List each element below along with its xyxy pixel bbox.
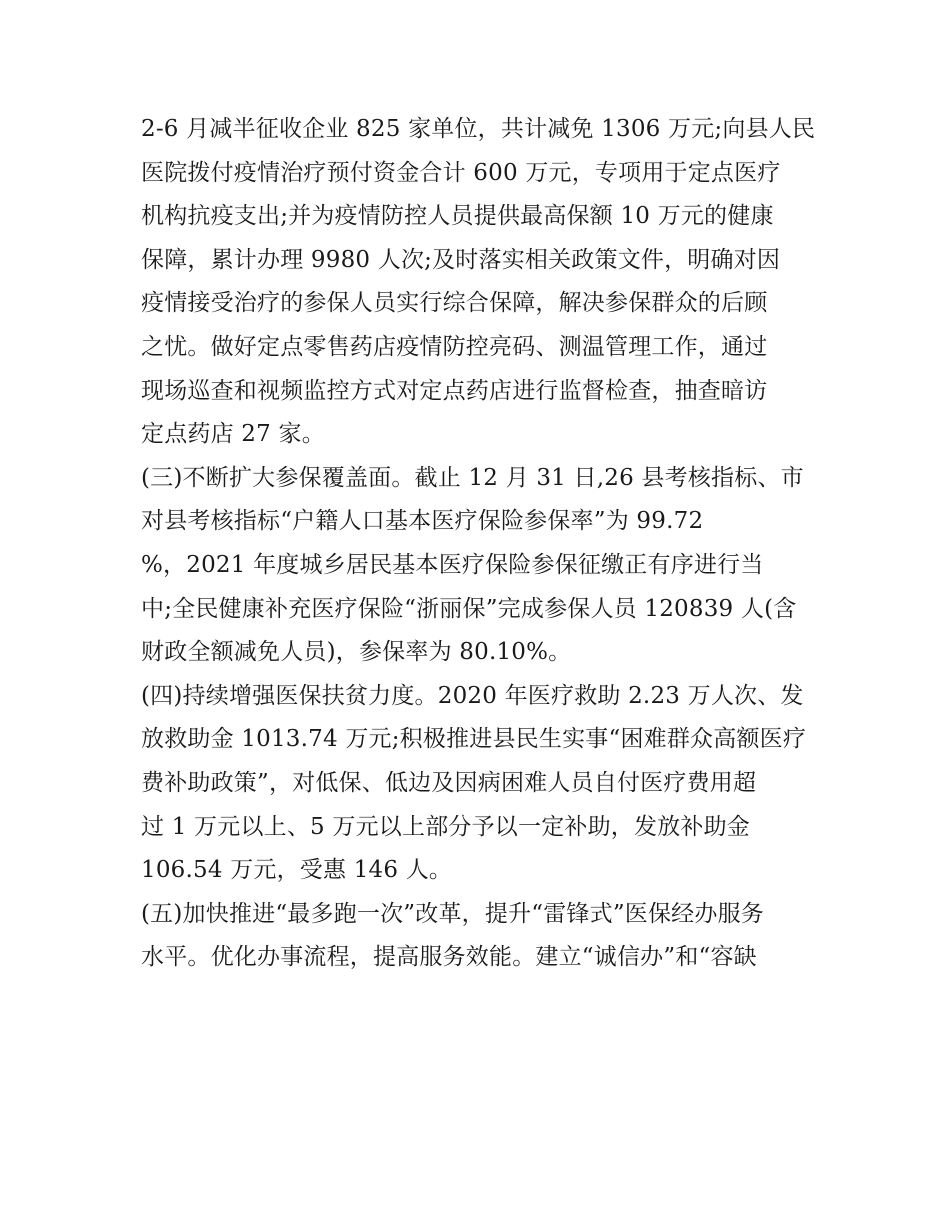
text-line: 放救助金 1013.74 万元;积极推进县民生实事“困难群众高额医疗 <box>141 726 807 753</box>
text-line: 过 1 万元以上、5 万元以上部分予以一定补助，发放补助金 <box>141 813 750 840</box>
text-line: 财政全额减免人员)，参保率为 80.10%。 <box>141 639 572 666</box>
section-heading-line: (五)加快推进“最多跑一次”改革，提升“雷锋式”医保经办服务 <box>141 900 764 927</box>
text-line: 之忧。做好定点零售药店疫情防控亮码、测温管理工作，通过 <box>141 333 768 360</box>
text-line: 保障，累计办理 9980 人次;及时落实相关政策文件，明确对因 <box>141 246 781 273</box>
text-line: 现场巡查和视频监控方式对定点药店进行监督检查，抽查暗访 <box>141 377 768 404</box>
text-line: %，2021 年度城乡居民基本医疗保险参保征缴正有序进行当 <box>141 551 764 578</box>
text-line: 医院拨付疫情治疗预付资金合计 600 万元，专项用于定点医疗 <box>141 159 781 186</box>
text-line: 疫情接受治疗的参保人员实行综合保障，解决参保群众的后顾 <box>141 290 768 317</box>
text-line: 2-6 月减半征收企业 825 家单位，共计减免 1306 万元;向县人民 <box>141 116 816 142</box>
text-line: 中;全民健康补充医疗保险“浙丽保”完成参保人员 120839 人(含 <box>141 595 797 622</box>
text-line: 机构抗疫支出;并为疫情防控人员提供最高保额 10 万元的健康 <box>141 203 774 230</box>
text-line: 对县考核指标“户籍人口基本医疗保险参保率”为 99.72 <box>141 508 704 535</box>
section-heading-line: (四)持续增强医保扶贫力度。2020 年医疗救助 2.23 万人次、发 <box>141 682 804 709</box>
text-line: 106.54 万元，受惠 146 人。 <box>141 857 453 884</box>
section-heading-line: (三)不断扩大参保覆盖面。截止 12 月 31 日,26 县考核指标、市 <box>141 464 804 491</box>
body-text <box>141 108 821 980</box>
text-line: 定点药店 27 家。 <box>141 421 325 448</box>
text-line: 费补助政策”，对低保、低边及因病困难人员自付医疗费用超 <box>141 769 757 796</box>
text-line: 水平。优化办事流程，提高服务效能。建立“诚信办”和“容缺 <box>141 944 757 971</box>
